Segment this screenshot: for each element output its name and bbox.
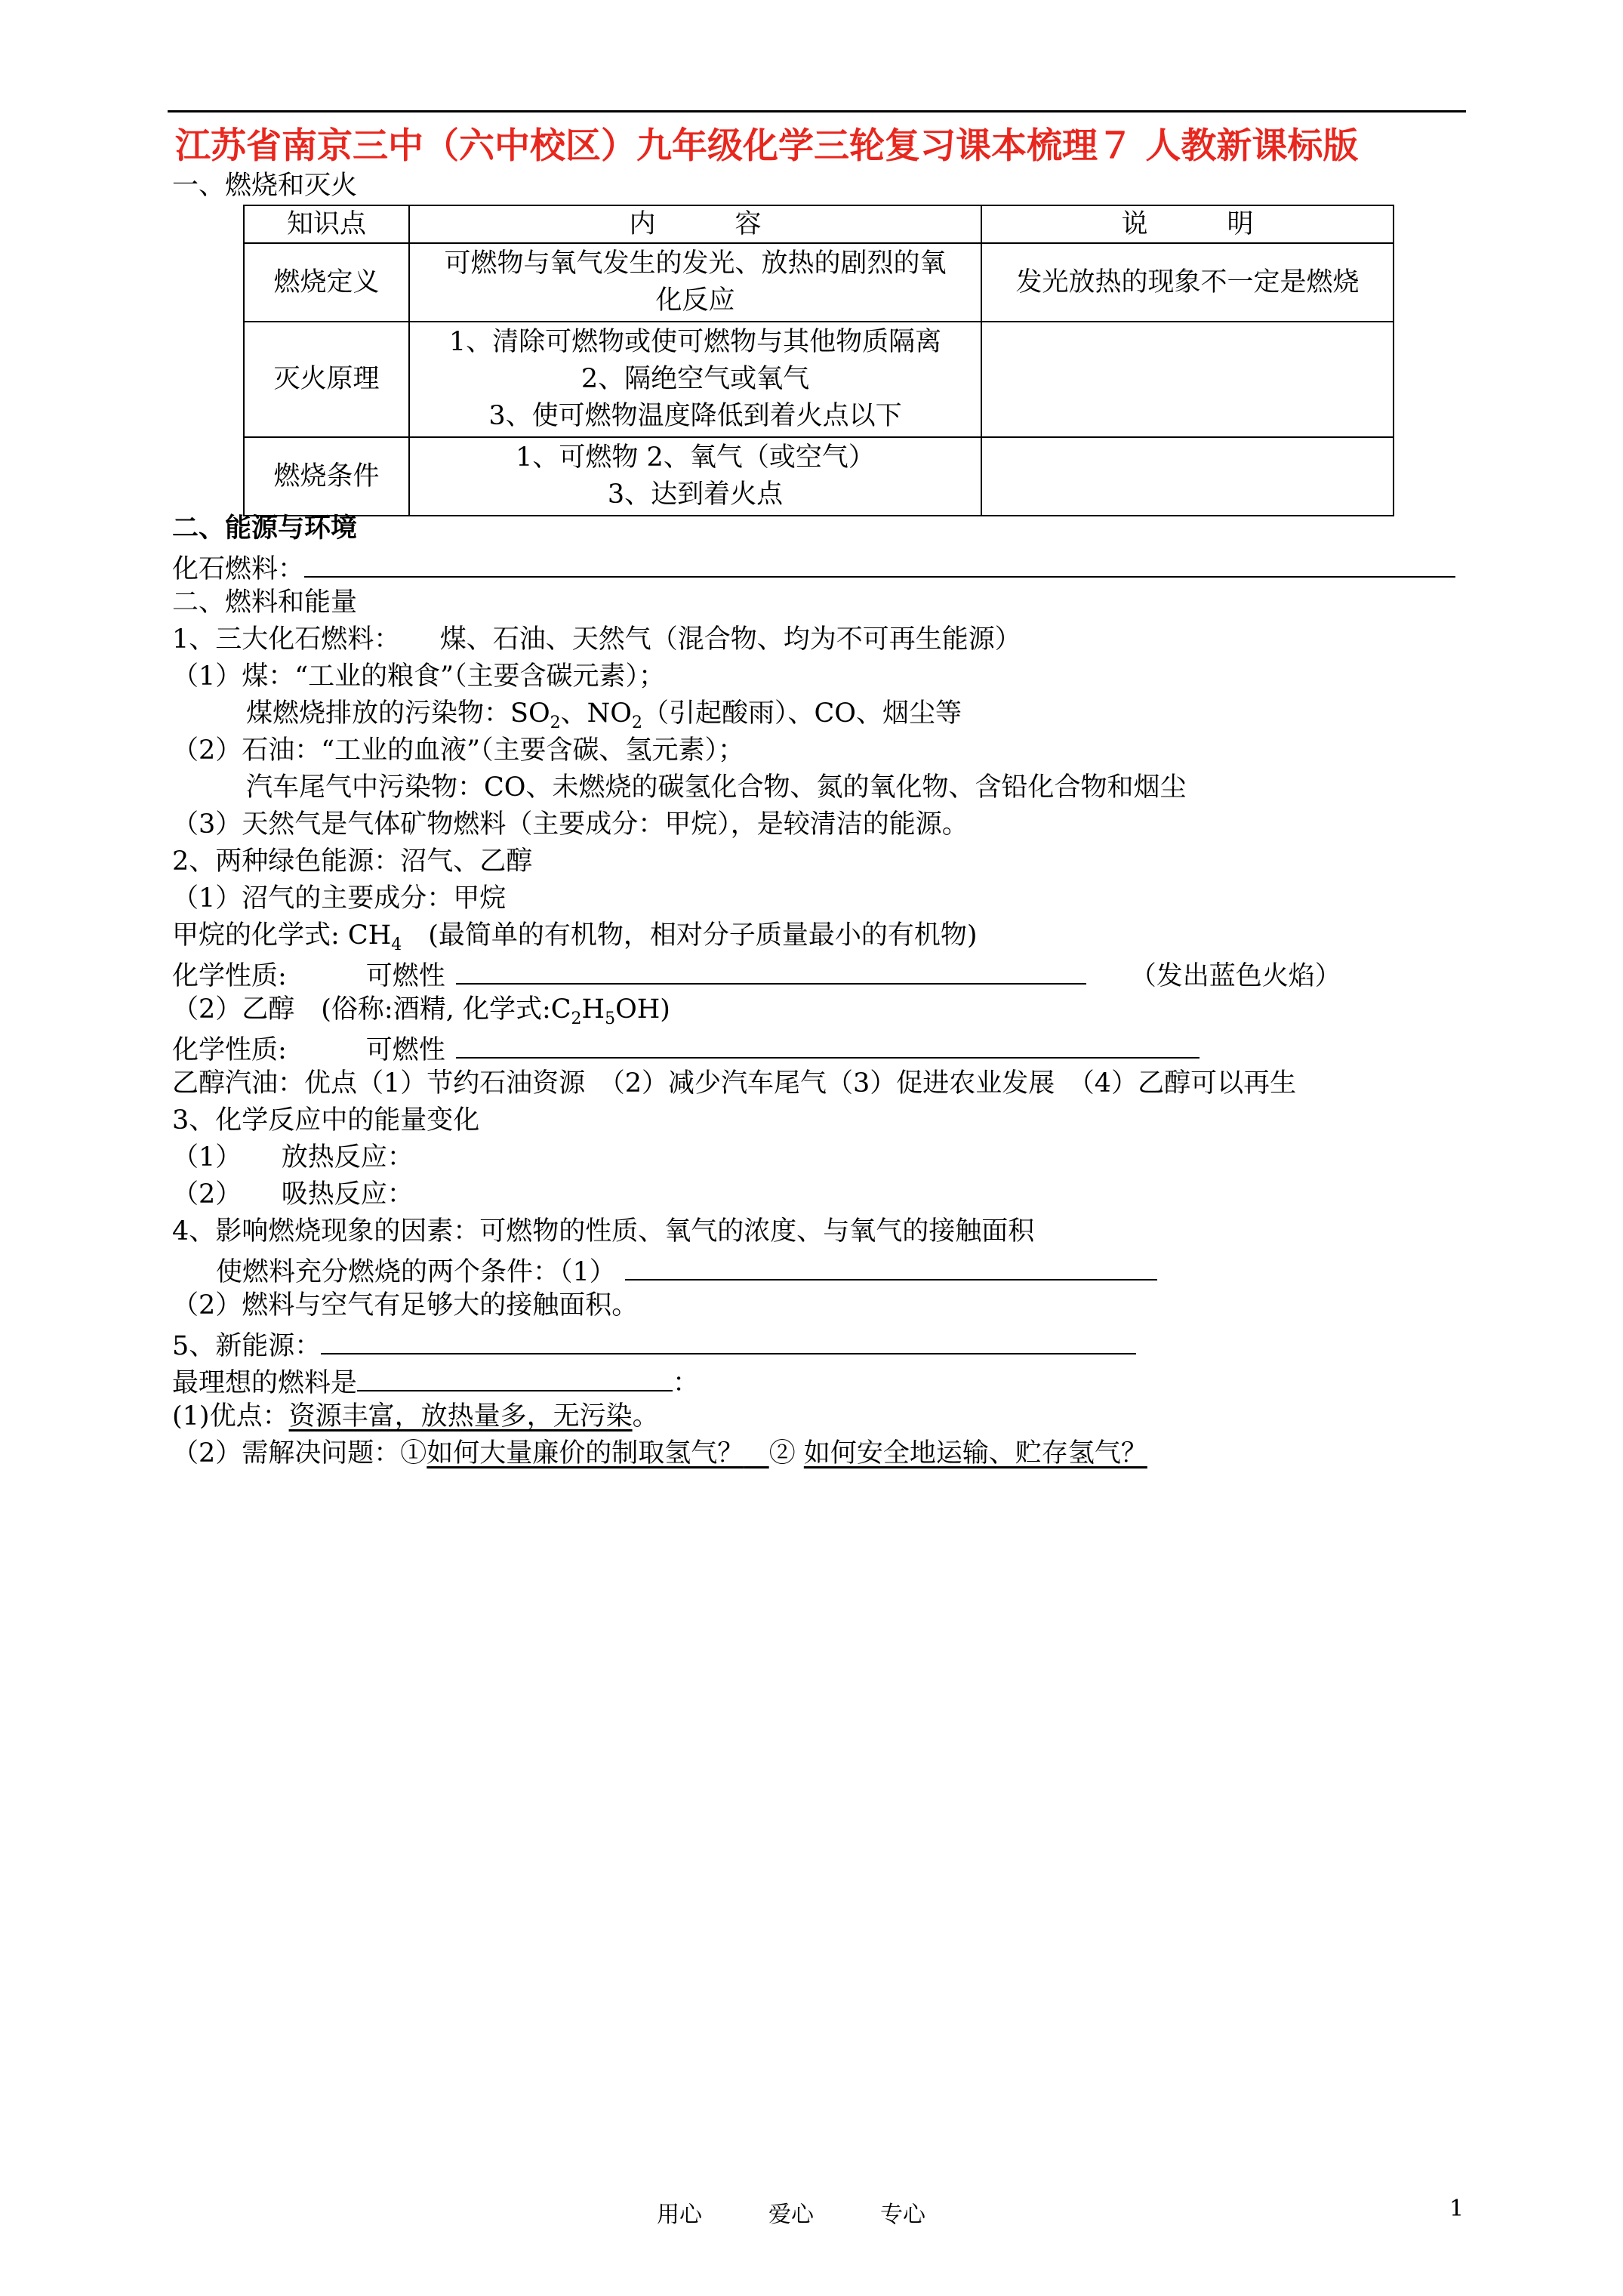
table-row bbox=[244, 322, 1394, 437]
text-line bbox=[172, 1361, 699, 1401]
text-line bbox=[172, 1435, 1147, 1472]
table-cell-content bbox=[409, 243, 981, 322]
underlined-answer: 如何大量廉价的制取氢气？ bbox=[427, 1438, 744, 1469]
text-run: 化学性质: 可燃性 bbox=[172, 1035, 445, 1065]
subscript: 2 bbox=[632, 713, 642, 732]
text-run: （发出蓝色火焰） bbox=[1129, 961, 1341, 991]
text-line bbox=[172, 1398, 659, 1435]
table-cell-content bbox=[409, 437, 981, 516]
text-line: （1） 放热反应： bbox=[172, 1142, 414, 1173]
table-cell-note: 发光放热的现象不一定是燃烧 bbox=[981, 243, 1394, 322]
text-run: ② bbox=[768, 1438, 804, 1469]
text-line: 4、影响燃烧现象的因素：可燃物的性质、氧气的浓度、与氧气的接触面积 bbox=[172, 1216, 1035, 1247]
table-header: 说 明 bbox=[981, 205, 1394, 243]
text-run: 化学性质: 可燃性 bbox=[172, 961, 445, 991]
text-run: 煤燃烧排放的污染物：SO bbox=[246, 698, 550, 729]
table-cell-topic: 燃烧定义 bbox=[244, 243, 409, 322]
footer-motto: 用心 bbox=[657, 2202, 702, 2228]
table-cell-content bbox=[409, 322, 981, 437]
answer-blank bbox=[456, 1028, 1200, 1059]
text-run: OH) bbox=[615, 994, 670, 1025]
section1-heading: 一、燃烧和灭火 bbox=[172, 171, 358, 201]
answer-blank bbox=[304, 547, 1455, 578]
text-run: 。 bbox=[632, 1401, 659, 1432]
content-line: 可燃物与氧气发生的发光、放热的剧烈的氧 bbox=[444, 248, 947, 279]
fuel-energy-heading: 二、燃料和能量 bbox=[172, 587, 358, 618]
subscript: 2 bbox=[571, 1009, 582, 1028]
subscript: 5 bbox=[605, 1009, 616, 1028]
text-line: 汽车尾气中污染物：CO、未燃烧的碳氢化合物、氮的氧化物、含铅化合物和烟尘 bbox=[246, 772, 1187, 803]
content-line: 3、使可燃物温度降低到着火点以下 bbox=[488, 401, 902, 431]
text-line: （2）石油：“工业的血液”（主要含碳、氢元素）； bbox=[172, 735, 745, 766]
text-line bbox=[172, 1324, 1136, 1364]
fossil-fuel-label: 化石燃料： bbox=[172, 554, 305, 584]
footer-motto: 爱心 bbox=[768, 2202, 814, 2228]
text-run: 最理想的燃料是 bbox=[172, 1368, 358, 1398]
text-line: 2、两种绿色能源：沼气、乙醇 bbox=[172, 846, 533, 877]
content-line: 2、隔绝空气或氧气 bbox=[581, 364, 810, 394]
text-run: H bbox=[581, 994, 605, 1025]
text-run: ： bbox=[673, 1368, 700, 1398]
text-line: （1）沼气的主要成分：甲烷 bbox=[172, 883, 507, 914]
text-line: 乙醇汽油：优点（1）节约石油资源 （2）减少汽车尾气（3）促进农业发展 （4）乙醇可以再生 bbox=[172, 1068, 1297, 1099]
knowledge-table bbox=[243, 205, 1394, 516]
text-line bbox=[172, 954, 1341, 994]
text-line: （2）燃料与空气有足够大的接触面积。 bbox=[172, 1290, 639, 1321]
subscript: 4 bbox=[391, 935, 402, 954]
underline-gap bbox=[744, 1438, 768, 1469]
top-rule bbox=[168, 110, 1466, 112]
footer-motto: 专心 bbox=[880, 2202, 925, 2228]
document-title: 江苏省南京三中（六中校区）九年级化学三轮复习课本梳理７ 人教新课标版 bbox=[175, 125, 1359, 167]
answer-blank bbox=[321, 1324, 1136, 1354]
underlined-answer: 如何安全地运输、贮存氢气？ bbox=[803, 1438, 1147, 1469]
text-line: （1）煤：“工业的粮食”（主要含碳元素）； bbox=[172, 661, 666, 692]
table-header-row bbox=[244, 205, 1394, 243]
fossil-fuel-line bbox=[172, 547, 1455, 587]
text-line: 1、三大化石燃料： 煤、石油、天然气（混合物、均为不可再生能源） bbox=[172, 624, 1021, 655]
page-number: 1 bbox=[1449, 2196, 1464, 2222]
table-cell-note bbox=[981, 437, 1394, 516]
text-run: （引起酸雨）、CO、烟尘等 bbox=[642, 698, 962, 729]
text-line: （3）天然气是气体矿物燃料（主要成分：甲烷），是较清洁的能源。 bbox=[172, 809, 969, 840]
text-run: 使燃料充分燃烧的两个条件：（1） bbox=[216, 1257, 616, 1287]
content-line: 3、达到着火点 bbox=[607, 479, 784, 510]
text-line: （2） 吸热反应： bbox=[172, 1179, 414, 1210]
answer-blank bbox=[625, 1250, 1157, 1281]
text-run: （2）乙醇 (俗称:酒精, 化学式:C bbox=[172, 994, 571, 1025]
content-line: 1、清除可燃物或使可燃物与其他物质隔离 bbox=[448, 327, 942, 357]
text-run: (1)优点： bbox=[172, 1401, 289, 1432]
table-cell-topic: 燃烧条件 bbox=[244, 437, 409, 516]
text-run: 5、新能源： bbox=[172, 1331, 322, 1361]
table-cell-note bbox=[981, 322, 1394, 437]
text-run: 甲烷的化学式: CH bbox=[172, 920, 392, 951]
section2-heading: 二、能源与环境 bbox=[172, 513, 358, 544]
answer-blank bbox=[456, 954, 1086, 985]
table-row bbox=[244, 243, 1394, 322]
text-run: (最简单的有机物，相对分子质量最小的有机物) bbox=[402, 920, 978, 951]
text-run: （2）需解决问题：① bbox=[172, 1438, 427, 1469]
text-line bbox=[172, 1028, 1200, 1068]
text-line bbox=[216, 1250, 1157, 1290]
underlined-answer: 资源丰富，放热量多，无污染 bbox=[288, 1401, 633, 1432]
table-header: 内 容 bbox=[409, 205, 981, 243]
text-run: 、NO bbox=[560, 698, 632, 729]
subscript: 2 bbox=[550, 713, 561, 732]
table-cell-topic: 灭火原理 bbox=[244, 322, 409, 437]
content-line: 1、可燃物 2、氧气（或空气） bbox=[516, 442, 875, 473]
answer-blank bbox=[357, 1361, 673, 1391]
table-row bbox=[244, 437, 1394, 516]
content-line: 化反应 bbox=[655, 285, 735, 316]
text-line: 3、化学反应中的能量变化 bbox=[172, 1105, 480, 1136]
table-header: 知识点 bbox=[244, 205, 409, 243]
